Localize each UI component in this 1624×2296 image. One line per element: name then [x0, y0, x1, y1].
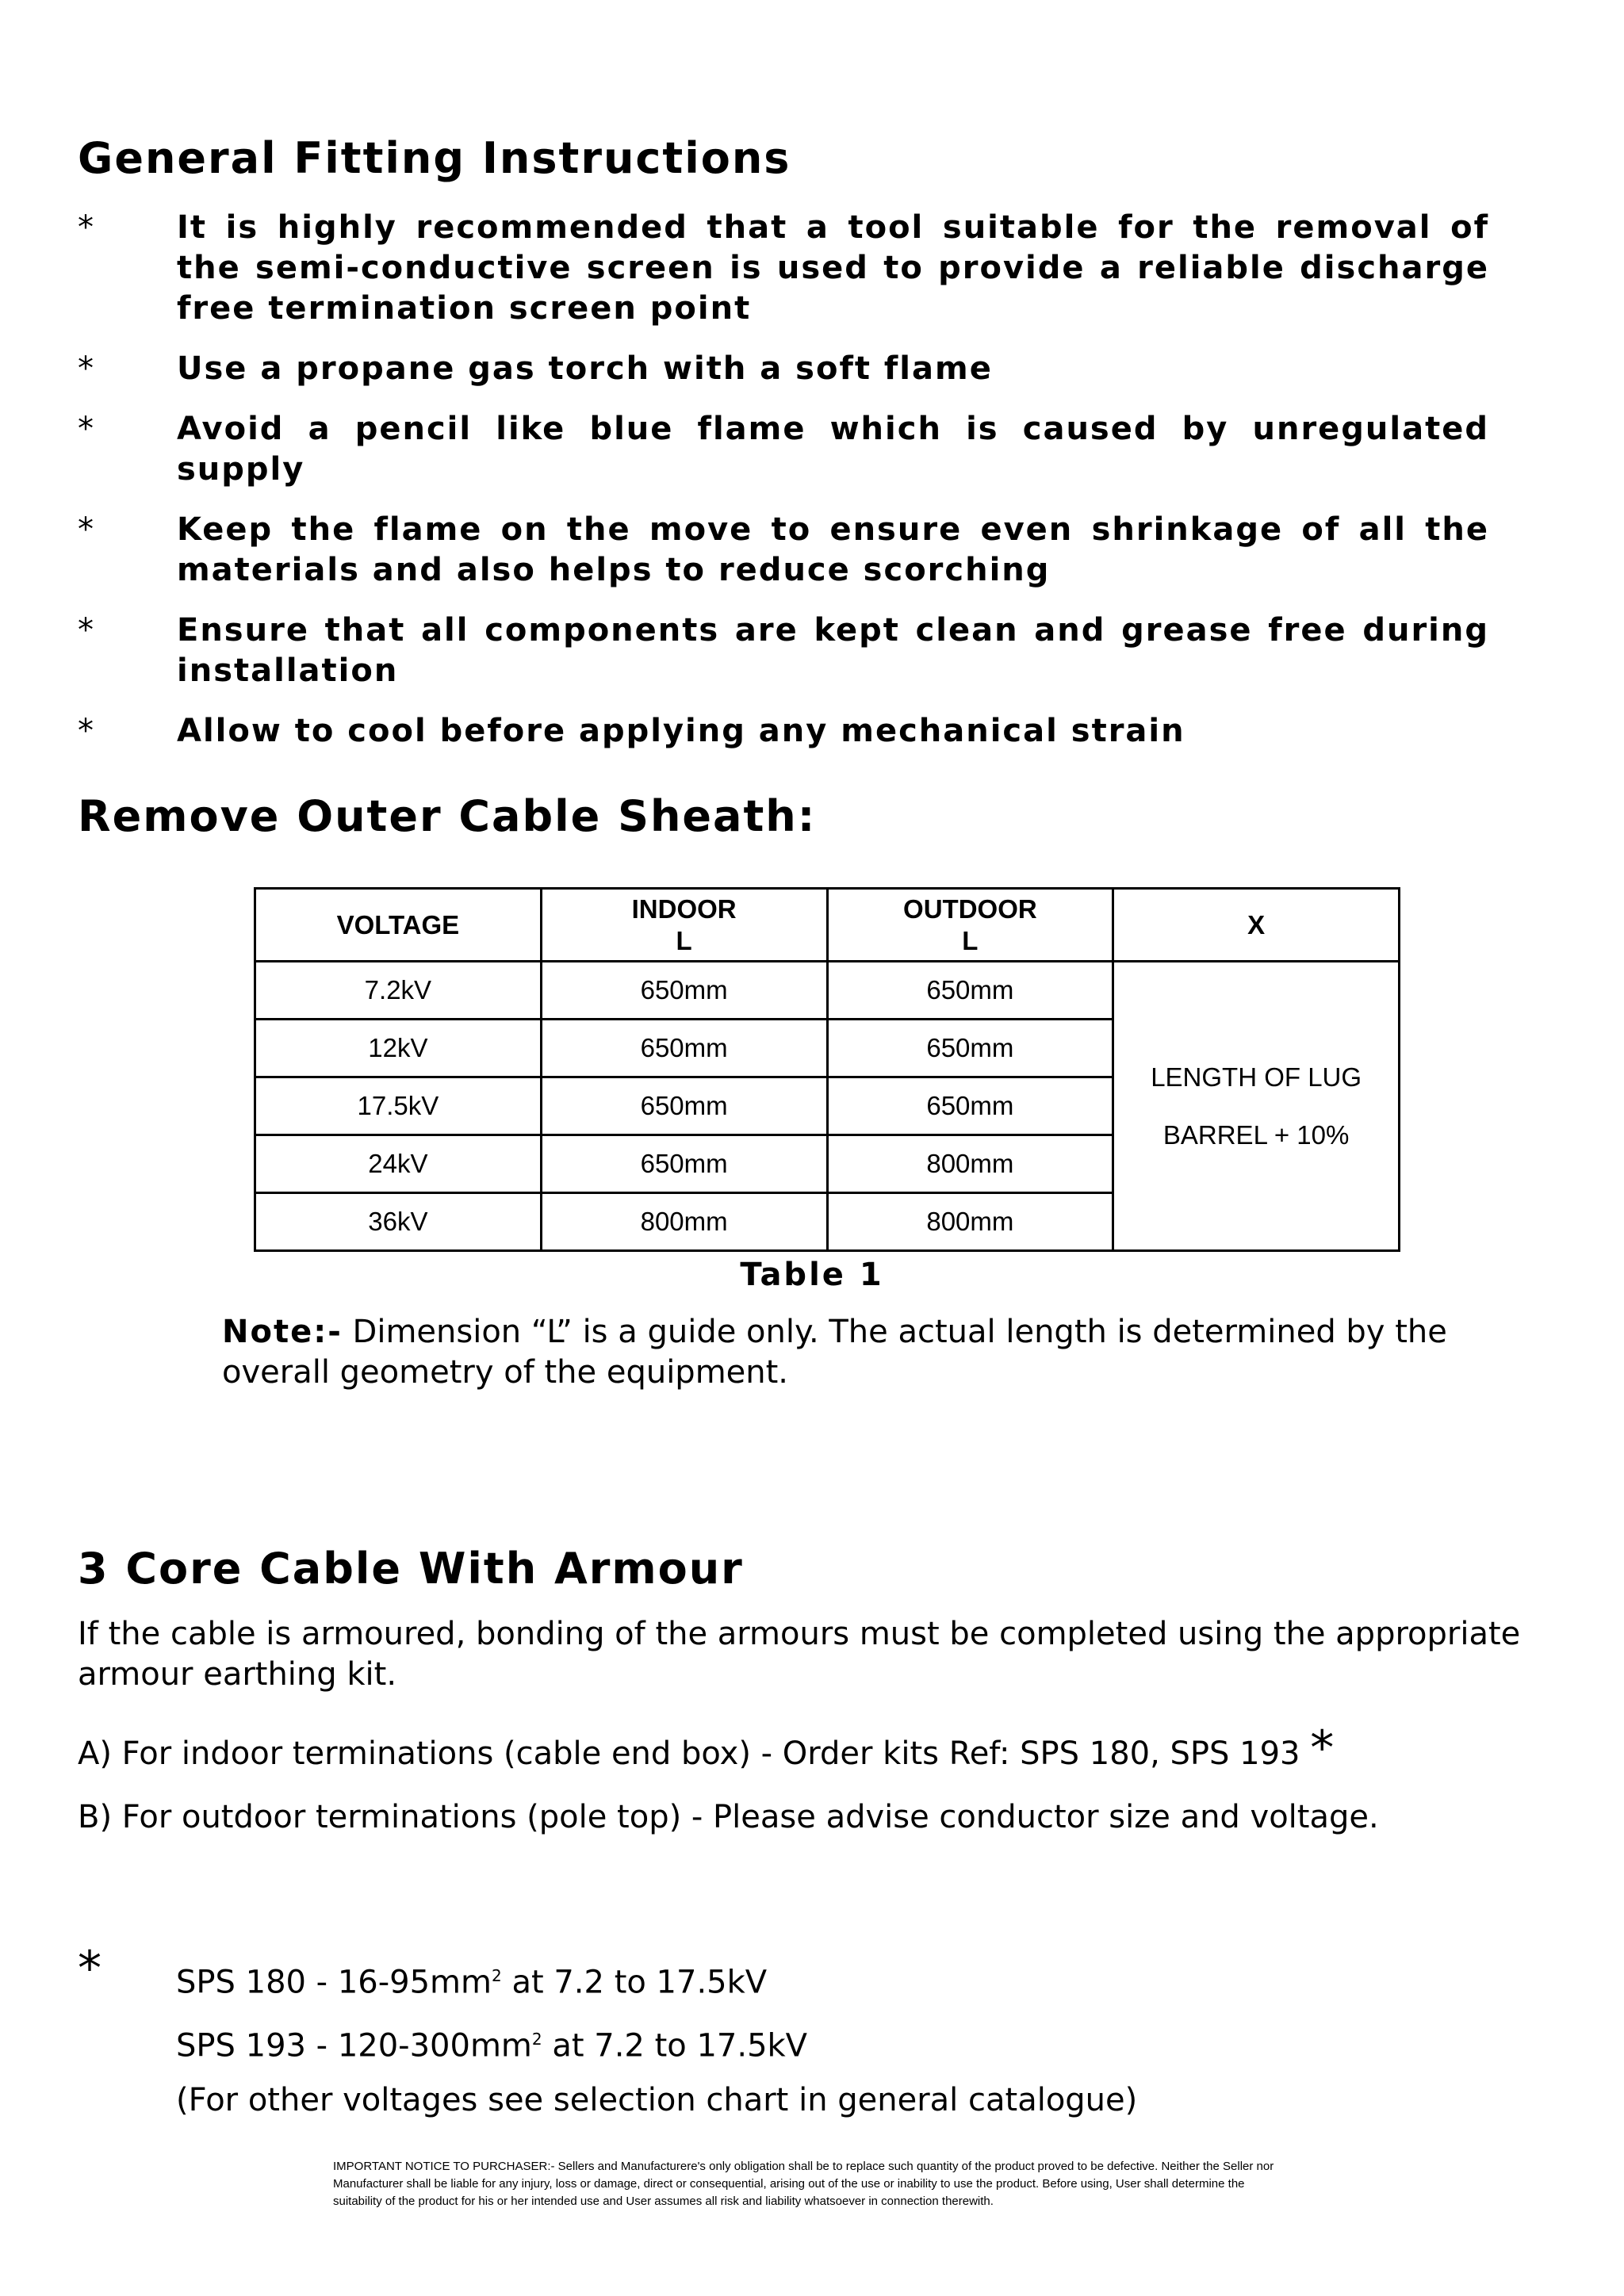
header-outdoor: [827, 889, 1113, 962]
cell-indoor: 650mm: [541, 962, 827, 1020]
dimension-note: [222, 1312, 1459, 1393]
list-item-text: Use a propane gas torch with a soft flame: [177, 350, 993, 387]
cell-indoor: 650mm: [541, 1020, 827, 1077]
cell-outdoor: 800mm: [827, 1135, 1113, 1193]
footnote-star: [78, 1941, 102, 1996]
list-item: [78, 208, 1489, 329]
header-voltage: VOLTAGE: [255, 889, 542, 962]
list-item-text: It is highly recommended that a tool suitable for the removal of the semi-conductive screen is used to provide a reliable discharge free termination screen point: [177, 209, 1489, 327]
cell-outdoor: 800mm: [827, 1193, 1113, 1251]
section-title-general-fitting: General Fitting Instructions: [78, 133, 791, 183]
bullet-marker: *: [78, 209, 95, 246]
footnote-marker: *: [78, 1941, 102, 1996]
cell-voltage: 36kV: [255, 1193, 542, 1251]
list-item: [78, 610, 1489, 691]
cell-outdoor: 650mm: [827, 1020, 1113, 1077]
list-item-text: Ensure that all components are kept clean and grease free during installation: [177, 612, 1489, 689]
option-b: B) For outdoor terminations (pole top) - Please advise conductor size and voltage.: [78, 1799, 1379, 1835]
table-caption: Table 1: [740, 1257, 884, 1293]
header-indoor-sub: L: [676, 925, 692, 955]
note-text: Dimension “L” is a guide only. The actual length is determined by the overall geometry of the equipment.: [222, 1314, 1447, 1391]
option-a-text: A) For indoor terminations (cable end box) - Order kits Ref: SPS 180, SPS 193: [78, 1735, 1311, 1772]
table-row: [255, 962, 1400, 1020]
cell-indoor: 650mm: [541, 1135, 827, 1193]
superscript: 2: [531, 2030, 542, 2049]
section-title-remove-sheath: Remove Outer Cable Sheath:: [78, 791, 817, 841]
other-voltages-note: (For other voltages see selection chart in general catalogue): [176, 2082, 1138, 2118]
section-title-armour: 3 Core Cable With Armour: [78, 1544, 744, 1594]
cell-voltage: 7.2kV: [255, 962, 542, 1020]
list-item-text: Keep the flame on the move to ensure even shrinkage of all the materials and also helps to reduce scorching: [177, 511, 1489, 588]
footnote-marker: *: [1310, 1720, 1335, 1776]
dimensions-table: [254, 887, 1400, 1252]
cell-voltage: 17.5kV: [255, 1077, 542, 1135]
cell-outdoor: 650mm: [827, 962, 1113, 1020]
list-item: [78, 711, 1489, 752]
bullet-marker: *: [78, 713, 95, 749]
header-indoor: [541, 889, 827, 962]
header-x: X: [1113, 889, 1400, 962]
cell-voltage: 12kV: [255, 1020, 542, 1077]
header-indoor-label: INDOOR: [631, 894, 737, 924]
list-item: [78, 409, 1489, 490]
bullet-marker: *: [78, 511, 95, 548]
header-outdoor-label: OUTDOOR: [903, 894, 1037, 924]
bullet-marker: *: [78, 411, 95, 447]
cell-indoor: 650mm: [541, 1077, 827, 1135]
cell-outdoor: 650mm: [827, 1077, 1113, 1135]
cell-x: [1113, 962, 1400, 1251]
note-label: Note:-: [222, 1314, 343, 1350]
sps-193-spec: [176, 2019, 807, 2066]
x-line-2: BARREL + 10%: [1162, 1120, 1350, 1150]
sps-193-text: SPS 193 - 120-300mm: [176, 2027, 532, 2064]
sps-193-voltage: at 7.2 to 17.5kV: [542, 2027, 808, 2064]
x-line-1: LENGTH OF LUG: [1151, 1062, 1362, 1092]
purchaser-notice: IMPORTANT NOTICE TO PURCHASER:- Sellers and Manufacturere's only obligation shall be to replace such quantity of the product proved to be defective. Neither the Seller nor Manufacturer shall be liable for any injury, loss or damage, direct or consequential, arising out of the use or inability to use the product. Before using, User shall determine the suitability of the product for his or her intended use and User assumes all risk and liability whatsoever in connection therewith.: [333, 2160, 1274, 2208]
list-item-text: Allow to cool before applying any mechanical strain: [177, 713, 1185, 749]
option-a: [78, 1720, 1335, 1776]
header-outdoor-sub: L: [962, 925, 979, 955]
list-item: [78, 349, 1489, 389]
superscript: 2: [492, 1966, 502, 1985]
armour-intro: If the cable is armoured, bonding of the armours must be completed using the appropriate armour earthing kit.: [78, 1616, 1521, 1693]
list-item-text: Avoid a pencil like blue flame which is caused by unregulated supply: [177, 411, 1489, 488]
bullet-marker: *: [78, 612, 95, 649]
sps-180-text: SPS 180 - 16-95mm: [176, 1964, 492, 2001]
sps-180-voltage: at 7.2 to 17.5kV: [501, 1964, 768, 2001]
list-item: [78, 510, 1489, 591]
cell-indoor: 800mm: [541, 1193, 827, 1251]
fitting-instructions-list: [78, 208, 1489, 771]
sps-180-spec: [176, 1956, 767, 2003]
table-header-row: [255, 889, 1400, 962]
cell-voltage: 24kV: [255, 1135, 542, 1193]
bullet-marker: *: [78, 350, 95, 387]
